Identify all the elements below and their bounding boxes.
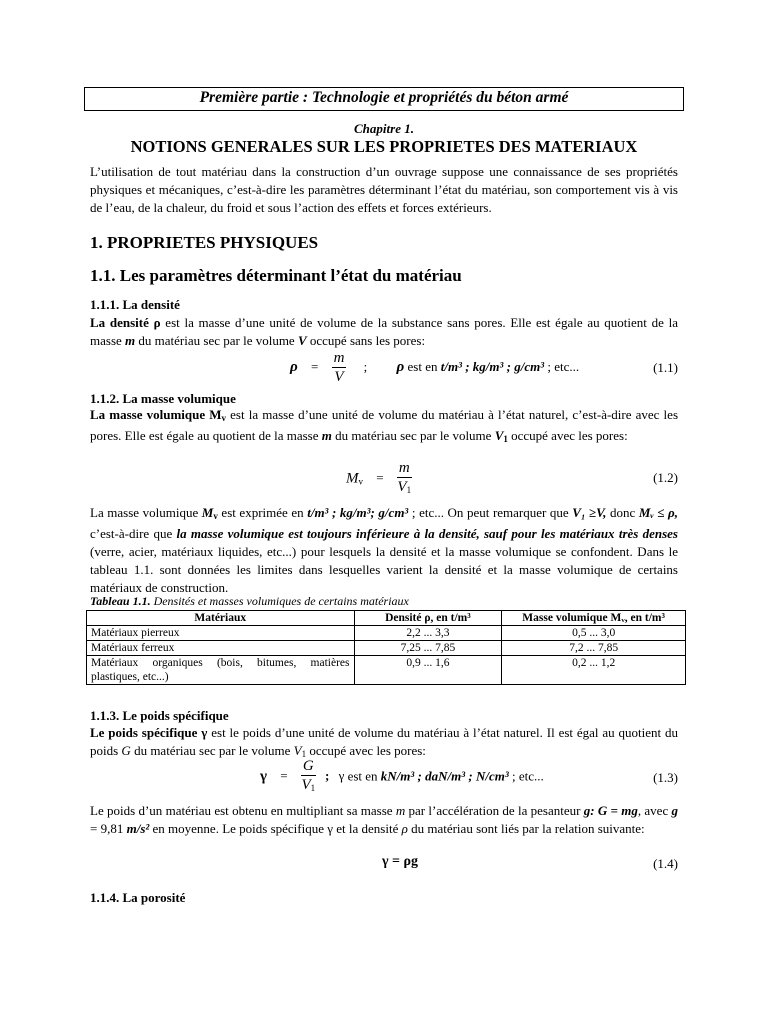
equation-number: (1.4) <box>653 856 678 871</box>
var-v: V <box>297 333 307 348</box>
table-cell: 0,5 ... 3,0 <box>502 626 686 641</box>
table-header: Masse volumique Mᵥ, en t/m³ <box>502 611 686 626</box>
section-title: 1. PROPRIETES PHYSIQUES <box>90 233 319 252</box>
text-run: est exprimée en <box>217 505 308 520</box>
table-header: Matériaux <box>87 611 355 626</box>
densite-title: 1.1.1. La densité <box>90 297 180 312</box>
table-caption-label: Tableau 1.1. <box>90 594 151 608</box>
eq-units-post: ; etc... <box>544 358 580 374</box>
masse-volumique-text: est la masse d’une unité de volume du matériau à l’état naturel, c’est-à-dire avec les pores. Elle est égale au quotient de la masse <box>90 407 678 443</box>
var-m: m <box>125 333 136 348</box>
var-g: g <box>671 803 678 818</box>
text-run: donc <box>606 505 639 520</box>
var-rho: ρ <box>401 821 408 836</box>
eq-gamma: γ <box>338 768 345 784</box>
fraction <box>301 758 316 797</box>
equation-number: (1.3) <box>653 770 678 785</box>
equation-number: (1.1) <box>653 360 678 375</box>
eq-lhs: γ <box>260 768 268 785</box>
densite-text: occupé sans les pores: <box>306 333 426 348</box>
text-run: par l’accélération de la pesanteur <box>405 803 584 818</box>
eq-rho: ρ <box>396 358 405 375</box>
eq-units: t/m³ ; kg/m³ ; g/cm³ <box>440 358 545 374</box>
subscript: 1 <box>301 749 307 759</box>
subscript: 1 <box>310 783 316 793</box>
equation-1-1 <box>290 350 579 386</box>
chapter-title: NOTIONS GENERALES SUR LES PROPRIETES DES MATERIAUX <box>130 137 638 156</box>
subscript: v <box>221 413 227 423</box>
var-m: m <box>321 428 332 443</box>
text-run: , avec <box>637 803 672 818</box>
units: m/s² <box>126 821 150 836</box>
porosite-title: 1.1.4. La porosité <box>90 890 186 905</box>
subscript: 1 <box>503 434 508 444</box>
masse-volumique-title: 1.1.2. La masse volumique <box>90 391 236 406</box>
masse-volumique-text: du matériau sec par le volume <box>331 428 495 443</box>
fraction-numerator: G <box>302 758 314 774</box>
fraction <box>332 350 347 386</box>
subscript: v <box>358 476 363 487</box>
text-run: du matériau sec par le volume <box>130 743 294 758</box>
poids-specifique-title: 1.1.3. Le poids spécifique <box>90 708 229 723</box>
table-caption-text: Densités et masses volumiques de certains matériaux <box>150 594 409 608</box>
emphasis: la masse volumique est toujours inférieure à la densité, sauf pour les matériaux très denses <box>176 526 678 541</box>
table-cell: 0,9 ... 1,6 <box>354 656 502 685</box>
eq-units: kN/m³ ; daN/m³ ; N/cm³ <box>380 768 509 784</box>
var-g: G <box>121 743 131 758</box>
text-run: en moyenne. Le poids spécifique γ et la densité <box>149 821 402 836</box>
table-cell: Matériaux pierreux <box>87 626 355 641</box>
eq-semicolon: ; <box>363 358 368 374</box>
var-m: m <box>395 803 406 818</box>
densite-text: est la masse d’une unité de volume de la substance sans pores. Elle est égale au quotient de la masse <box>90 315 678 348</box>
text-run: = 9,81 <box>90 821 127 836</box>
eq-lhs: ρ <box>290 358 298 375</box>
text-run: est le poids d’une unité de volume du matériau à l’état naturel. Il est égal au quotient du poids <box>90 725 679 758</box>
text-run: La masse volumique <box>90 505 202 520</box>
density-table <box>86 610 686 685</box>
part-title: Première partie : Technologie et propriétés du béton armé <box>199 89 569 106</box>
eq-units-post: ; etc... <box>508 768 544 784</box>
table-cell: 7,2 ... 7,85 <box>502 641 686 656</box>
table-cell: Matériaux organiques (bois, bitumes, matières plastiques, etc...) <box>87 656 355 685</box>
fraction-denominator: V <box>334 369 344 385</box>
eq-semicolon: ; <box>324 768 330 784</box>
table-cell: 2,2 ... 3,3 <box>354 626 502 641</box>
text-run: ; etc... On peut remarquer que <box>408 505 573 520</box>
masse-volumique-paragraph-2 <box>90 504 678 597</box>
chapter-number: Chapitre 1. <box>354 121 414 136</box>
den-symbol: V <box>397 479 407 495</box>
fraction <box>397 460 412 499</box>
table-row <box>87 626 686 641</box>
fraction-numerator: m <box>398 460 410 476</box>
subsection-title: 1.1. Les paramètres déterminant l’état du matériau <box>90 266 462 285</box>
equation-number: (1.2) <box>653 470 678 485</box>
masse-volumique-paragraph <box>90 406 678 448</box>
table-header: Densité ρ, en t/m³ <box>354 611 502 626</box>
subscript: v <box>213 511 218 521</box>
table-row <box>87 656 686 685</box>
inequality: V₁ ≥V, <box>572 505 607 520</box>
inequality: Mᵥ ≤ ρ, <box>638 505 679 520</box>
units: t/m³ ; kg/m³; g/cm³ <box>307 505 409 520</box>
eq-equals: = <box>310 358 319 374</box>
eq-units-pre: est en <box>404 358 441 374</box>
fraction-numerator: m <box>333 350 345 366</box>
text-run: (verre, acier, matériaux liquides, etc...) pour lesquels la densité et la masse volumique se confondent. Dans le tableau 1.1. sont données les limites dans lesquelles varient la densité et la masse volumique de certains matériaux de construction. <box>90 544 678 595</box>
subscript: 1 <box>406 485 412 495</box>
masse-volumique-term: La masse volumique M <box>90 407 222 422</box>
den-symbol: V <box>301 777 311 793</box>
eq-equals: = <box>280 768 288 784</box>
table-header-row <box>87 611 686 626</box>
var-v1: V <box>293 743 302 758</box>
masse-volumique-text: occupé avec les pores: <box>507 428 628 443</box>
intro-paragraph: L’utilisation de tout matériau dans la construction d’un ouvrage suppose une connaissance de ses propriétés physiques et mécaniques, c’est-à-dire les paramètres déterminant l’état du matériau, son comportement vis à vis de l’eau, de la chaleur, du froid et sous l’action des effets et forces extérieurs. <box>90 164 678 215</box>
text-run: c’est-à-dire que <box>90 526 177 541</box>
poids-term: Le poids spécifique γ <box>90 725 208 740</box>
eq-units-pre: est en <box>344 768 381 784</box>
table-row <box>87 641 686 656</box>
densite-term: La densité ρ <box>90 315 161 330</box>
table-cell: Matériaux ferreux <box>87 641 355 656</box>
table-cell: 0,2 ... 1,2 <box>502 656 686 685</box>
text-run: du matériau sont liés par la relation suivante: <box>407 821 645 836</box>
eq-lhs: M <box>346 470 359 487</box>
fraction-denominator <box>397 478 412 499</box>
equation-1-4: γ = ρg <box>382 854 419 869</box>
text-run: occupé avec les pores: <box>306 743 426 758</box>
table-cell: 7,25 ... 7,85 <box>354 641 502 656</box>
fraction-denominator <box>301 776 316 797</box>
var-v1: V <box>494 428 504 443</box>
eq-equals: = <box>376 470 384 486</box>
equation-1-2 <box>346 460 412 499</box>
var-mv: M <box>201 505 214 520</box>
densite-paragraph <box>90 314 678 350</box>
densite-text: du matériau sec par le volume <box>135 333 298 348</box>
text-run: Le poids d’un matériau est obtenu en multipliant sa masse <box>90 803 396 818</box>
table-caption <box>90 594 409 609</box>
formula: g: G = mg <box>583 803 638 818</box>
poids-paragraph-2 <box>90 802 678 838</box>
equation-1-3 <box>260 758 544 797</box>
